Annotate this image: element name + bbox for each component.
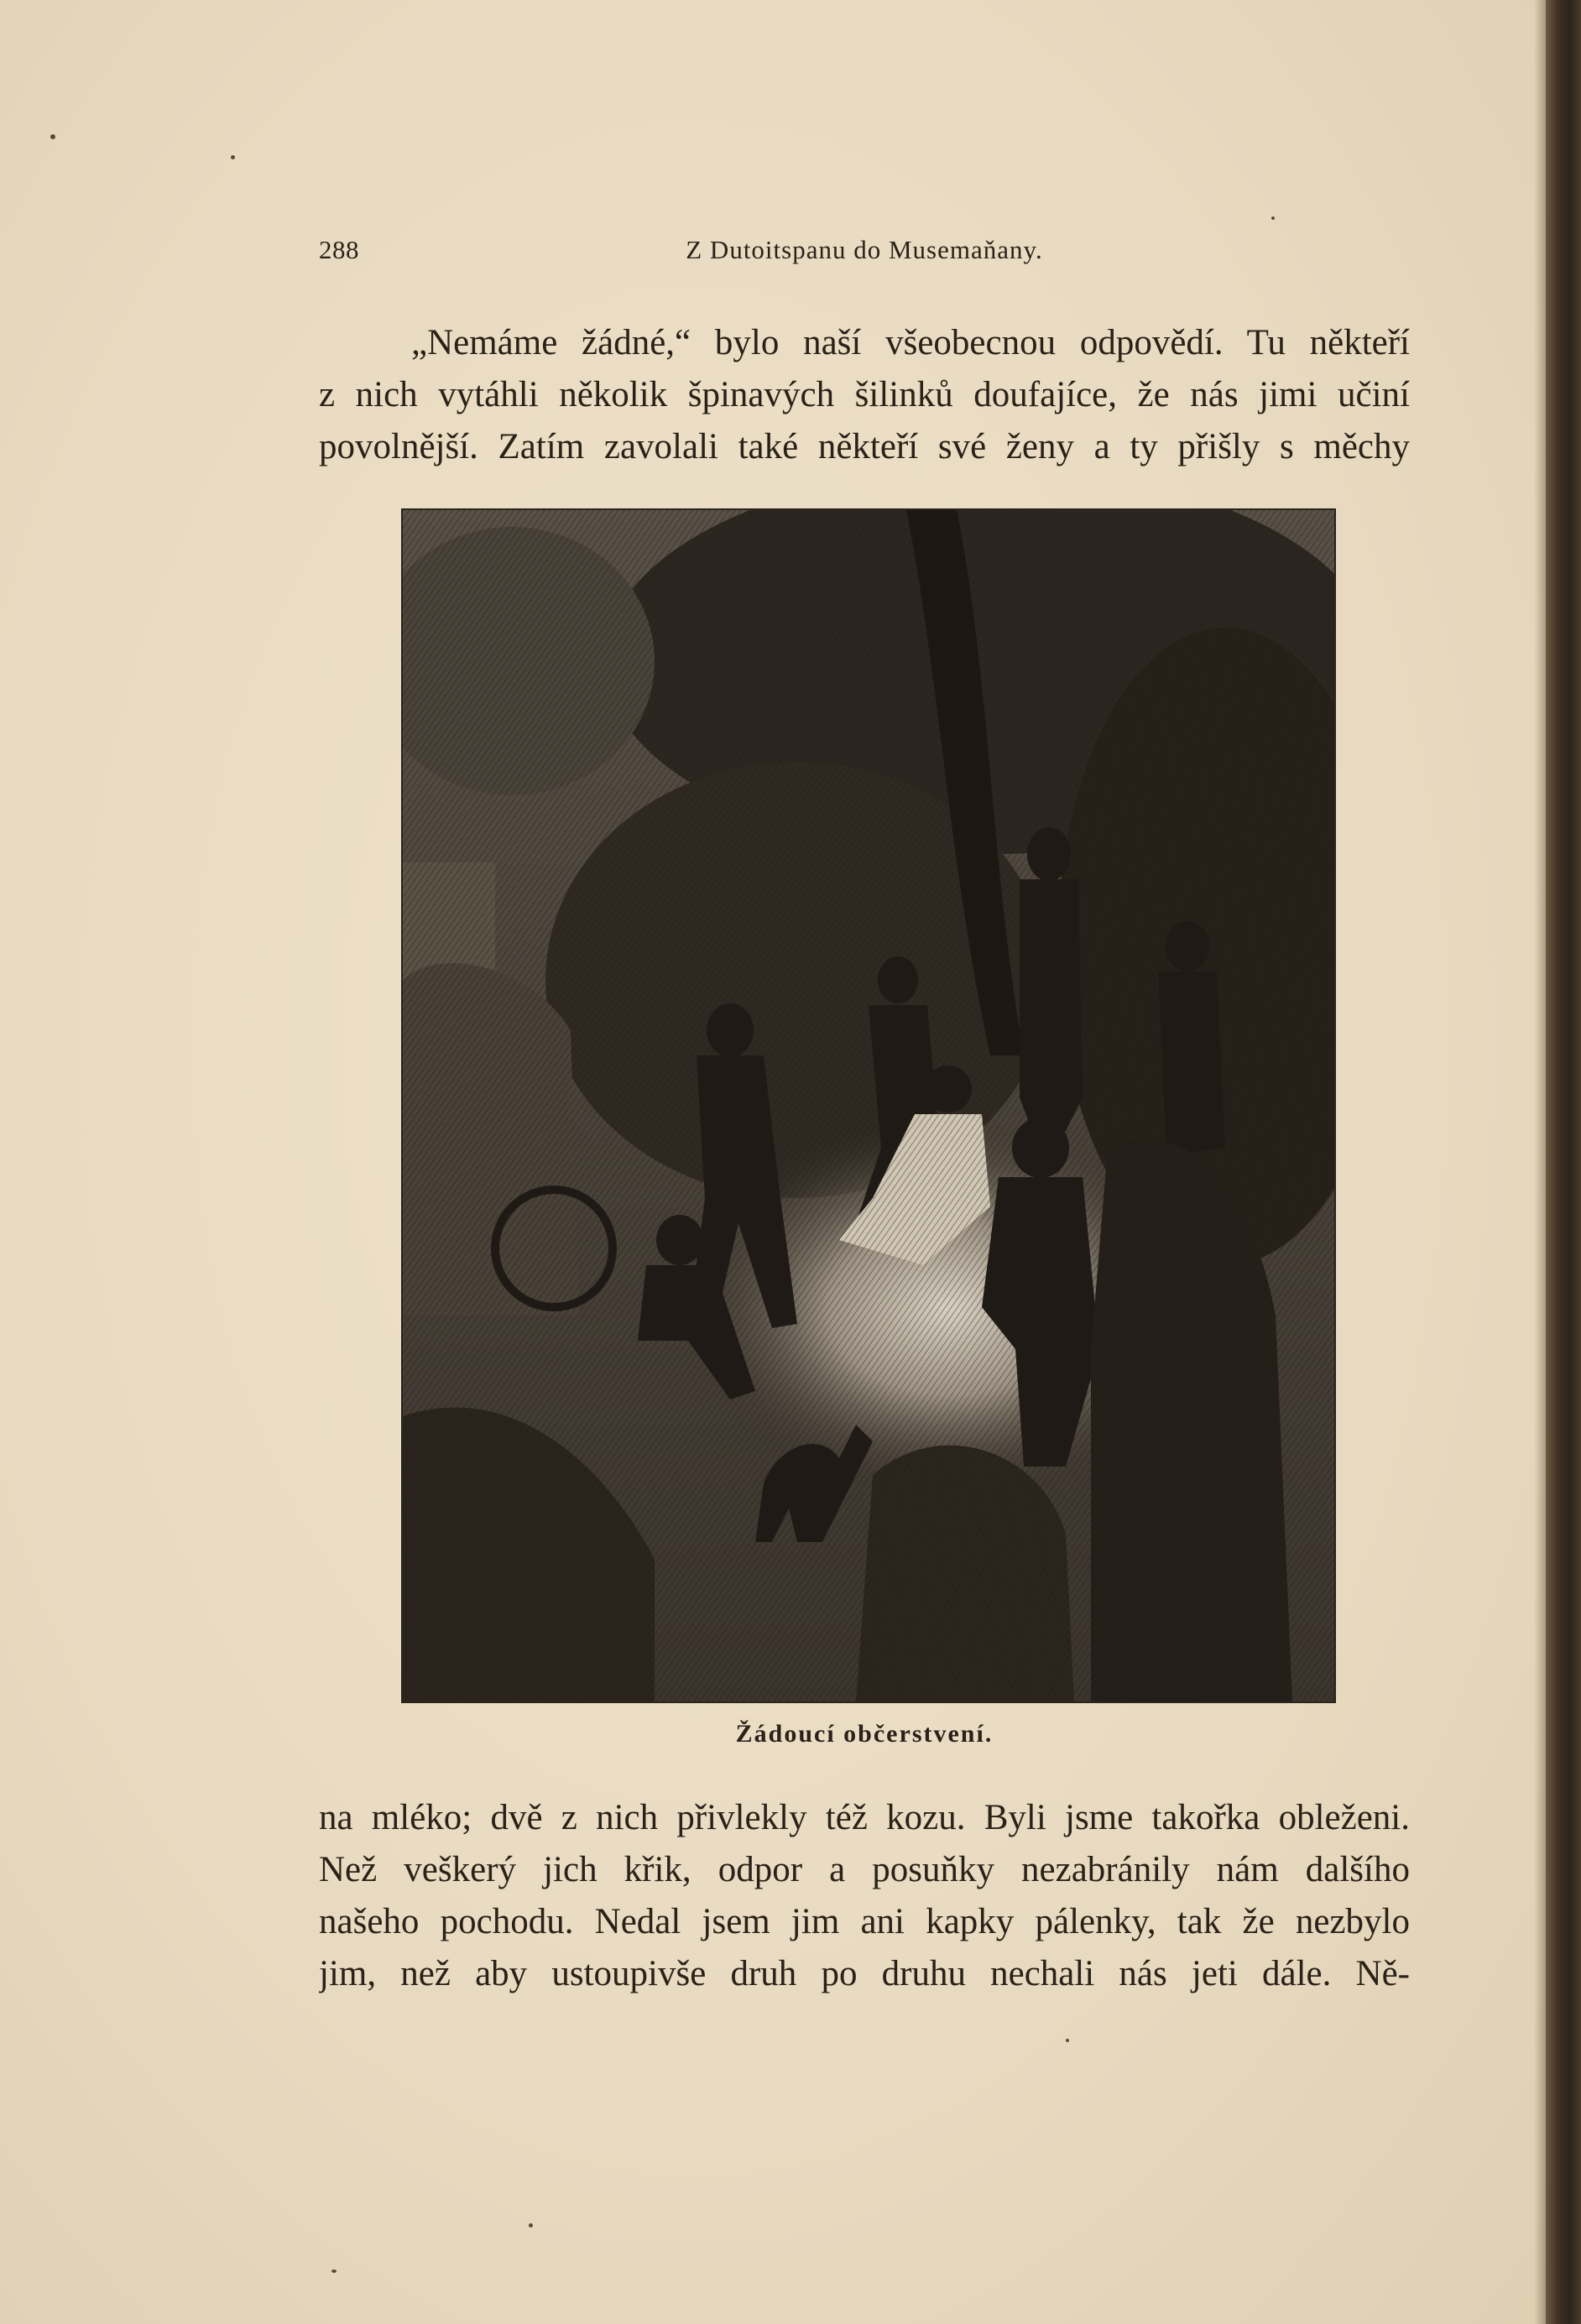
page-number: 288 (319, 235, 359, 264)
text-line: Než veškerý jich křik, odpor a posuňky nezabránily nám dalšího (319, 1850, 1410, 1889)
paper-speck (1066, 2039, 1069, 2042)
paper-speck (50, 134, 55, 139)
text-line: z nich vytáhli několik špinavých šilinků doufajíce, že nás jimi učiní (319, 375, 1410, 414)
paper-speck (231, 155, 235, 159)
page-gutter-shadow (1534, 0, 1546, 2324)
text-line: našeho pochodu. Nedal jsem jim ani kapky pálenky, tak že nezbylo (319, 1902, 1410, 1941)
paper-speck (1271, 216, 1275, 220)
page-header (319, 235, 1410, 268)
book-spine-edge (1546, 0, 1581, 2324)
text-paragraph-bottom (319, 1792, 1410, 2000)
figure-caption: Žádoucí občerstvení. (735, 1720, 994, 1748)
text-line: jim, než aby ustoupivše druh po druhu nechali nás jeti dále. Ně- (319, 1954, 1410, 1993)
text-line: na mléko; dvě z nich přivlekly též kozu. Byli jsme takořka obleženi. (319, 1798, 1410, 1837)
text-paragraph-top (319, 317, 1410, 473)
paper-speck (331, 2269, 337, 2273)
text-line: povolnější. Zatím zavolali také někteří své ženy a ty přišly s měchy (319, 427, 1410, 466)
running-title: Z Dutoitspanu do Musemaňany. (686, 235, 1043, 264)
engraving-image (403, 510, 1334, 1701)
paper-speck (529, 2223, 533, 2228)
text-line: „Nemáme žádné,“ bylo naší všeobecnou odpovědí. Tu někteří (411, 323, 1410, 362)
engraving-illustration (401, 508, 1336, 1703)
